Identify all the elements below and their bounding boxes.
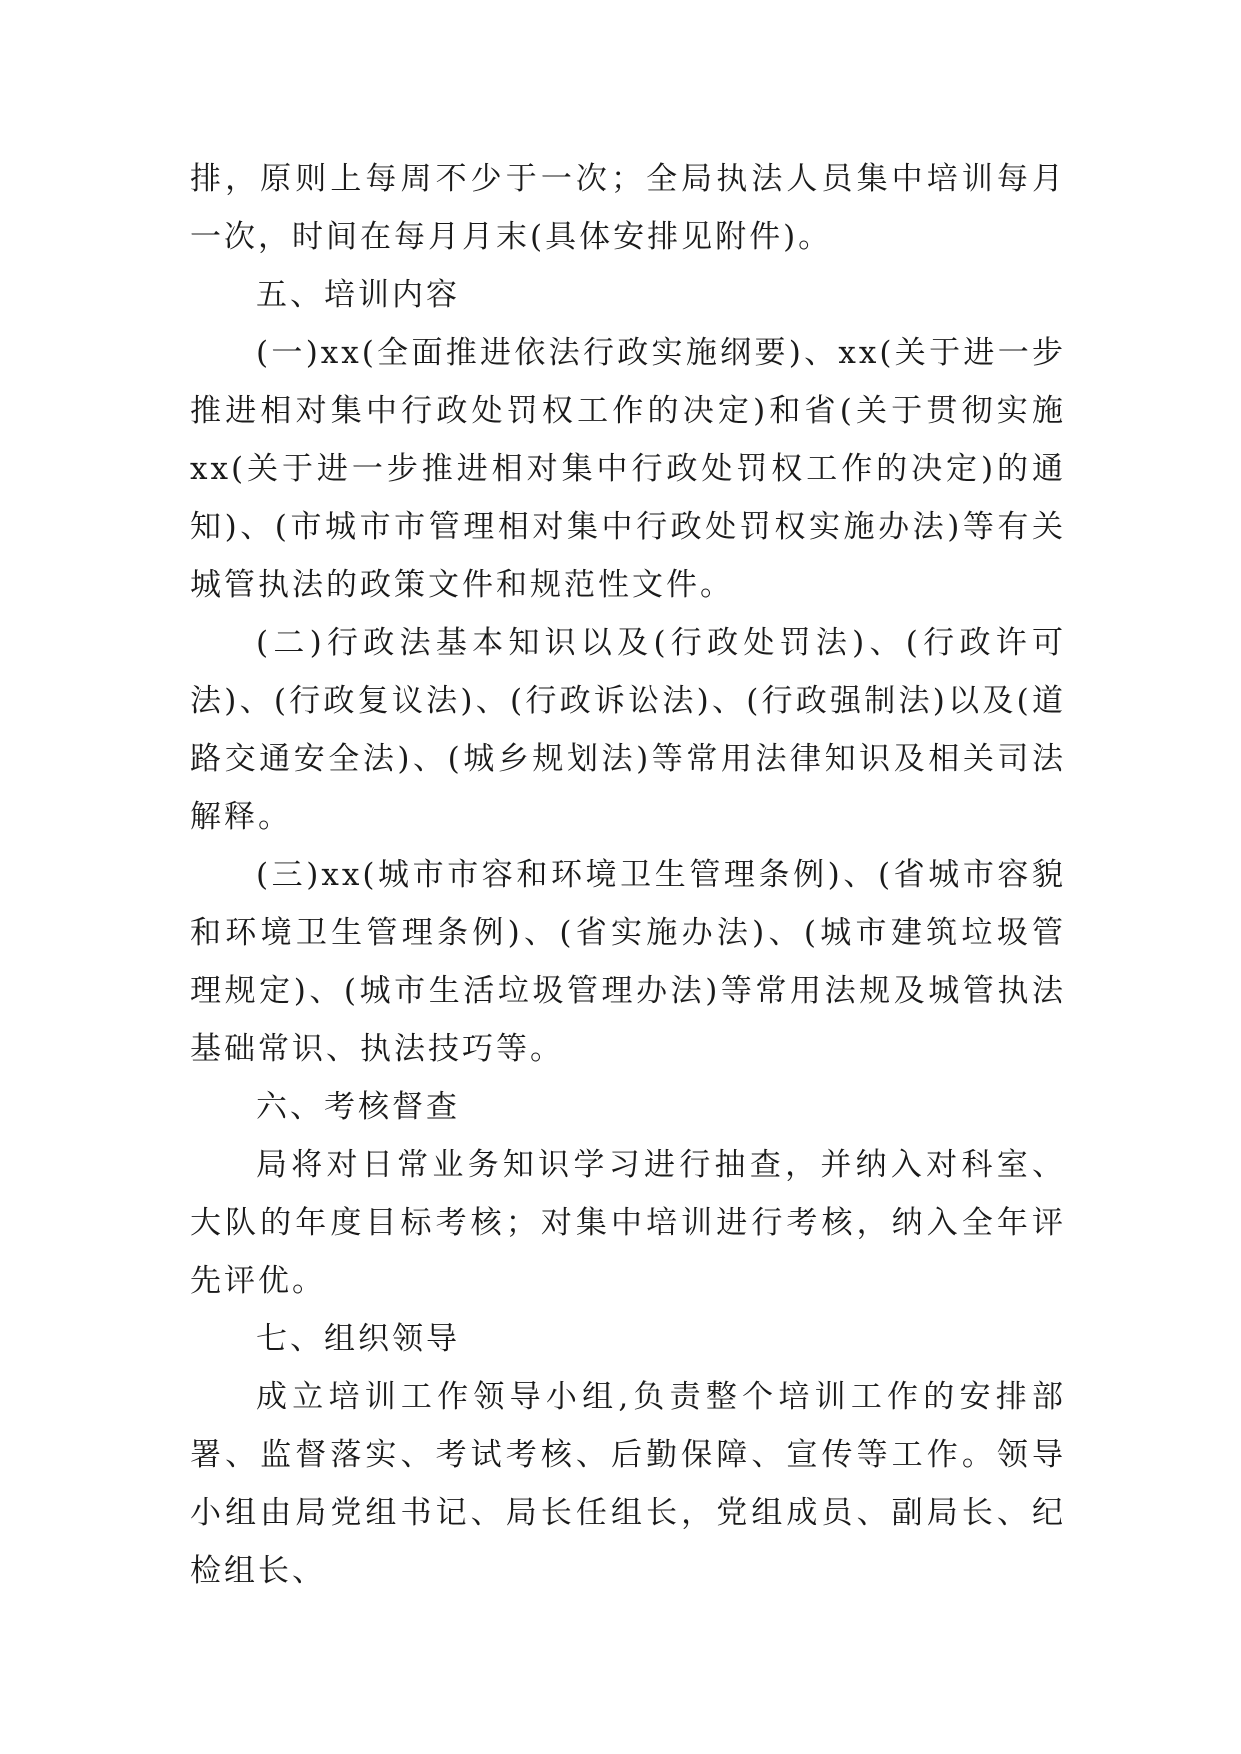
heading-organization-leadership: 七、组织领导 — [256, 1321, 460, 1357]
document-body — [190, 150, 1066, 1600]
paragraph-content-item-2: (二)行政法基本知识以及(行政处罚法)、(行政许可法)、(行政复议法)、(行政诉讼法)、(行政强制法)以及(道路交通安全法)、(城乡规划法)等常用法律知识及相关司法解释。 — [190, 625, 1066, 835]
paragraph-leadership-group: 成立培训工作领导小组,负责整个培训工作的安排部署、监督落实、考试考核、后勤保障、宣传等工作。领导小组由局党组书记、局长任组长，党组成员、副局长、纪检组长、 — [190, 1379, 1066, 1589]
paragraph-content-item-1: (一)xx(全面推进依法行政实施纲要)、xx(关于进一步推进相对集中行政处罚权工作的决定)和省(关于贯彻实施xx(关于进一步推进相对集中行政处罚权工作的决定)的通知)、(市城市市管理相对集中行政处罚权实施办法)等有关城管执法的政策文件和规范性文件。 — [190, 335, 1066, 603]
heading-training-content: 五、培训内容 — [256, 277, 460, 313]
heading-assessment-supervision: 六、考核督查 — [256, 1089, 460, 1125]
paragraph-training-schedule-continuation: 排，原则上每周不少于一次；全局执法人员集中培训每月一次，时间在每月月末(具体安排见附件)。 — [190, 161, 1066, 255]
paragraph-content-item-3: (三)xx(城市市容和环境卫生管理条例)、(省城市容貌和环境卫生管理条例)、(省实施办法)、(城市建筑垃圾管理规定)、(城市生活垃圾管理办法)等常用法规及城管执法基础常识、执法技巧等。 — [190, 857, 1066, 1067]
paragraph-assessment: 局将对日常业务知识学习进行抽查，并纳入对科室、大队的年度目标考核；对集中培训进行考核，纳入全年评先评优。 — [190, 1147, 1066, 1299]
